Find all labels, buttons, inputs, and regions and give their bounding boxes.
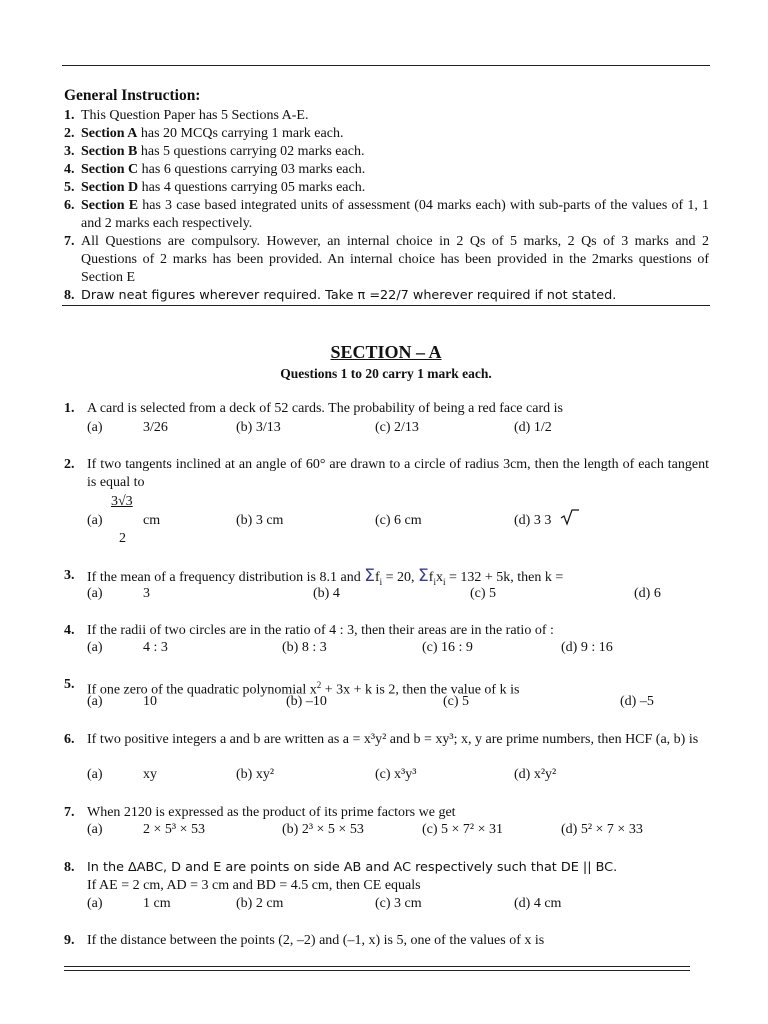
question-5: 5. If one zero of the quadratic polynomial $x^2 + 3x + k$ is 2, then the value of k is xyxy=(64,677,520,698)
instruction-2: 2. Section A has 20 MCQs carrying 1 mark each. xyxy=(64,126,344,141)
question-4: 4. If the radii of two circles are in the ratio of 4 : 3, then their areas are in the ratio of : xyxy=(64,623,554,638)
q5-option-a-label: (a) xyxy=(87,694,103,709)
section-subtitle: Questions 1 to 20 carry 1 mark each. xyxy=(280,366,492,381)
q7-option-b: (b) 2³ × 5 × 53 xyxy=(282,822,364,837)
instruction-4: 4. Section C has 6 questions carrying 03 marks each. xyxy=(64,162,366,177)
instructions-bottom-rule xyxy=(62,305,710,306)
q5-option-b: (b) –10 xyxy=(286,694,327,709)
q2-fraction-numerator: 3√3 xyxy=(111,494,133,509)
q7-option-a-label: (a) xyxy=(87,822,103,837)
q8-option-d: (d) 4 cm xyxy=(514,896,562,911)
q3-option-a: 3 xyxy=(143,586,150,601)
q2-option-c: (c) 6 cm xyxy=(375,513,422,528)
q6-option-b: (b) xy² xyxy=(236,767,275,782)
q3-option-a-label: (a) xyxy=(87,586,103,601)
q4-option-c: (c) 16 : 9 xyxy=(422,640,473,655)
q2-option-a-label: (a) xyxy=(87,513,103,528)
question-1: 1. A card is selected from a deck of 52 cards. The probability of being a red face card is xyxy=(64,401,563,416)
q2-option-b: (b) 3 cm xyxy=(236,513,284,528)
q4-option-a: 4 : 3 xyxy=(143,640,168,655)
instruction-8: 8. Draw neat figures wherever required. Take π =22/7 wherever required if not stated. xyxy=(64,288,617,303)
q7-option-d: (d) 5² × 7 × 33 xyxy=(561,822,643,837)
question-2: 2. If two tangents inclined at an angle of 60° are drawn to a circle of radius 3cm, then the length of each tangent is equal to xyxy=(64,457,709,490)
q5-option-c: (c) 5 xyxy=(443,694,470,709)
q8-option-a: 1 cm xyxy=(143,896,171,911)
q6-option-c: (c) x³y³ xyxy=(375,767,417,782)
question-6: 6. If two positive integers a and b are written as a = x³y² and b = xy³; x, y are prime numbers, then HCF (a, b) is xyxy=(64,732,699,747)
q5-option-d: (d) –5 xyxy=(620,694,654,709)
q3-option-b: (b) 4 xyxy=(313,586,340,601)
question-7: 7. When 2120 is expressed as the product of its prime factors we get xyxy=(64,805,456,820)
sigma-icon: Σ xyxy=(364,566,375,586)
instruction-5: 5. Section D has 4 questions carrying 05 marks each. xyxy=(64,180,366,195)
footer-rule-bottom xyxy=(64,970,690,971)
instruction-3: 3. Section B has 5 questions carrying 02 marks each. xyxy=(64,144,365,159)
question-8: 8. In the ΔABC, D and E are points on side AB and AC respectively such that DE || BC. xyxy=(64,860,618,875)
section-title: SECTION – A xyxy=(330,342,442,362)
top-rule xyxy=(62,65,710,66)
q6-option-d: (d) x²y² xyxy=(514,767,557,782)
instruction-7: 7. All Questions are compulsory. However, an internal choice in 2 Qs of 5 marks, 2 Qs of 3 marks and 2 Questions of 2 marks has been provided. An internal choice has been provided in the 2marks questions of Section E xyxy=(64,234,709,285)
general-instruction-title: General Instruction: xyxy=(64,87,201,104)
q8-option-b: (b) 2 cm xyxy=(236,896,284,911)
q2-fraction-denominator: 2 xyxy=(119,531,126,546)
q2-option-a-unit: cm xyxy=(143,513,161,528)
q4-option-d: (d) 9 : 16 xyxy=(561,640,613,655)
q3-option-c: (c) 5 xyxy=(470,586,497,601)
question-9: 9. If the distance between the points (2, –2) and (–1, x) is 5, one of the values of x is xyxy=(64,933,545,948)
q1-option-a-label: (a) xyxy=(87,420,103,435)
instruction-6: 6. Section E has 3 case based integrated units of assessment (04 marks each) with sub-parts of the values of 1, 1 and 2 marks each respectively. xyxy=(64,198,710,231)
q1-option-b: (b) 3/13 xyxy=(236,420,281,435)
q1-option-d: (d) 1/2 xyxy=(514,420,552,435)
q2-option-d: (d) 3 3 xyxy=(514,513,552,528)
question-3: 3. If the mean of a frequency distribution is 8.1 and $\Sigma f_i = 20$, $\Sigma f_ix_i = 132 + 5k$, then k = xyxy=(64,566,564,587)
q5-option-a: 10 xyxy=(143,694,157,709)
footer-rule-top xyxy=(64,966,690,967)
q1-option-a: 3/26 xyxy=(143,420,168,435)
sigma-icon: Σ xyxy=(418,566,429,586)
q4-option-a-label: (a) xyxy=(87,640,103,655)
q3-option-d: (d) 6 xyxy=(634,586,661,601)
instruction-1: 1. This Question Paper has 5 Sections A-E. xyxy=(64,108,309,123)
q8-option-a-label: (a) xyxy=(87,896,103,911)
q7-option-a: 2 × 5³ × 53 xyxy=(143,822,205,837)
q7-option-c: (c) 5 × 7² × 31 xyxy=(422,822,504,837)
q8-text-line-2: If AE = 2 cm, AD = 3 cm and BD = 4.5 cm, then CE equals xyxy=(87,878,421,893)
q6-option-a: xy xyxy=(143,767,157,782)
q6-option-a-label: (a) xyxy=(87,767,103,782)
q1-option-c: (c) 2/13 xyxy=(375,420,419,435)
q2-radical-icon xyxy=(560,508,580,526)
q8-option-c: (c) 3 cm xyxy=(375,896,422,911)
q4-option-b: (b) 8 : 3 xyxy=(282,640,327,655)
